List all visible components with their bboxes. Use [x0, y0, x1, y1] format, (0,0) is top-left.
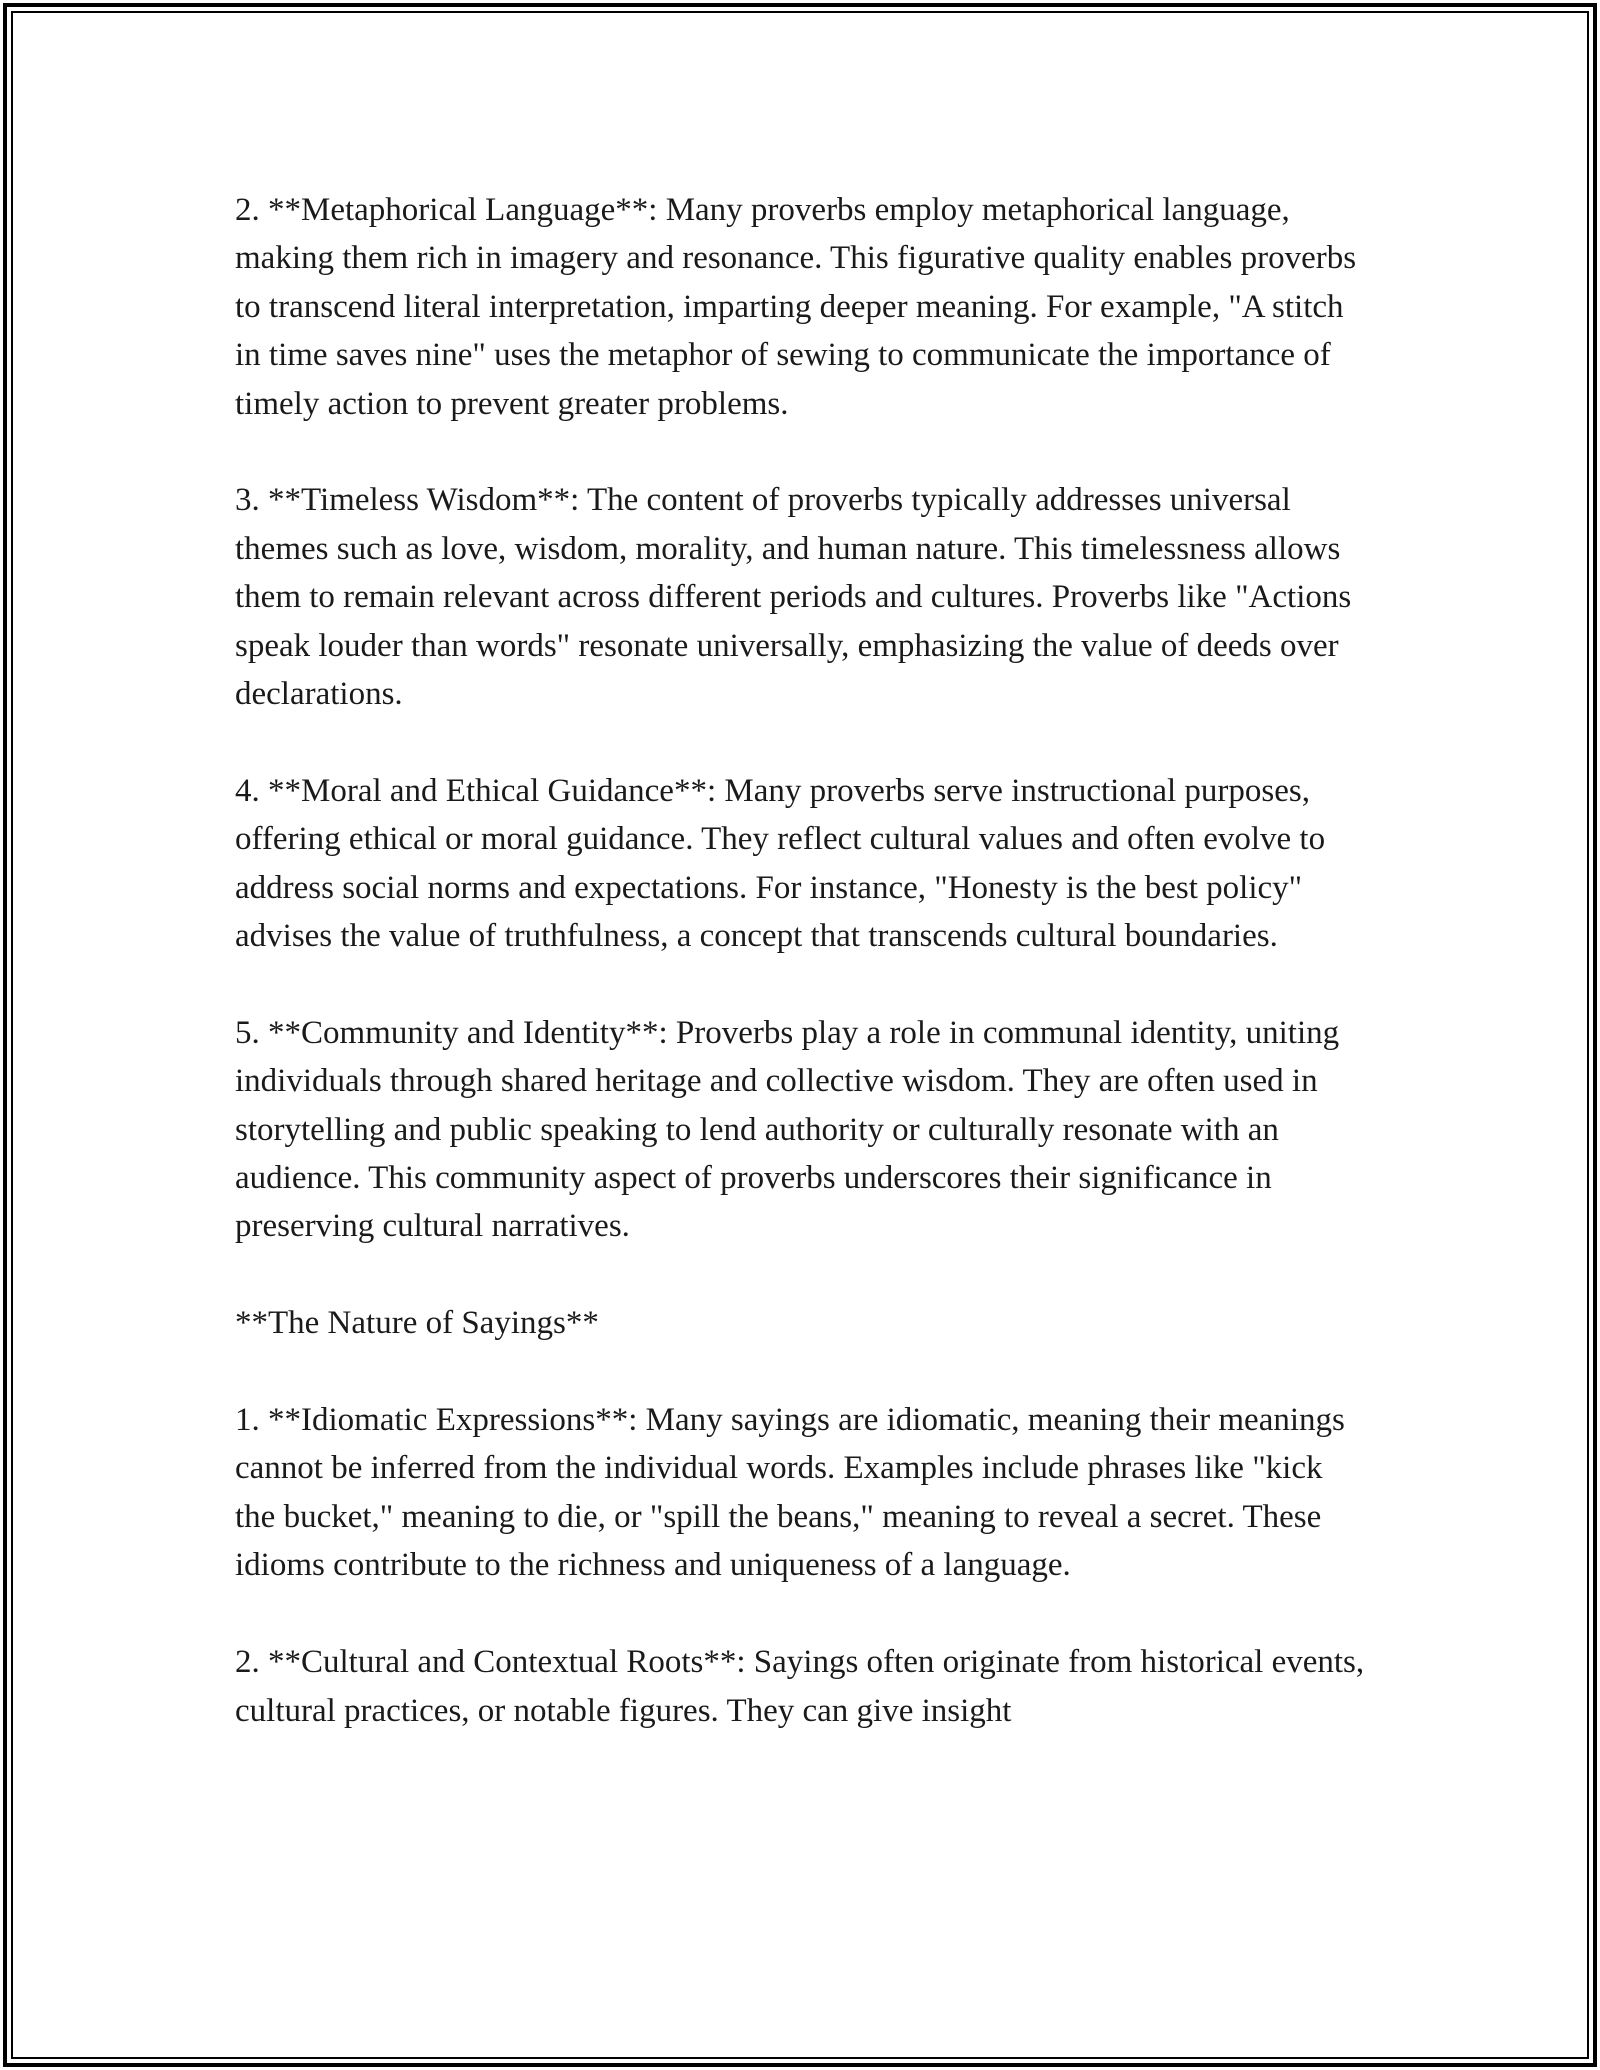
paragraph-cultural-contextual-roots: 2. **Cultural and Contextual Roots**: Sayings often originate from historical events, cultural practices, or notable figures. They can give insight — [235, 1644, 1365, 1729]
paragraph-moral-ethical-guidance: 4. **Moral and Ethical Guidance**: Many proverbs serve instructional purposes, offering ethical or moral guidance. They reflect cultural values and often evolve to address social norms and expectations. For instance, "Honesty is the best policy" advises the value of truthfulness, a concept that transcends cultural boundaries. — [235, 772, 1326, 955]
paragraph-community-identity: 5. **Community and Identity**: Proverbs play a role in communal identity, uniting individuals through shared heritage and collective wisdom. They are often used in storytelling and public speaking to lend authority or culturally resonate with an audience. This community aspect of proverbs underscores their significance in preserving cultural narratives. — [235, 1014, 1340, 1245]
section-heading-nature-of-sayings: **The Nature of Sayings** — [235, 1305, 599, 1342]
paragraph-timeless-wisdom: 3. **Timeless Wisdom**: The content of proverbs typically addresses universal themes such as love, wisdom, morality, and human nature. This timelessness allows them to remain relevant across different periods and cultures. Proverbs like "Actions speak louder than words" resonate universally, emphasizing the value of deeds over declarations. — [235, 482, 1352, 713]
paragraph-metaphorical-language: 2. **Metaphorical Language**: Many proverbs employ metaphorical language, making them rich in imagery and resonance. This figurative quality enables proverbs to transcend literal interpretation, imparting deeper meaning. For example, "A stitch in time saves nine" uses the metaphor of sewing to communicate the importance of timely action to prevent greater problems. — [235, 192, 1357, 422]
paragraph-idiomatic-expressions: 1. **Idiomatic Expressions**: Many sayings are idiomatic, meaning their meanings cannot be inferred from the individual words. Examples include phrases like "kick the bucket," meaning to die, or "spill the beans," meaning to reveal a secret. These idioms contribute to the richness and uniqueness of a language. — [235, 1402, 1345, 1584]
document-body — [235, 186, 1365, 1735]
